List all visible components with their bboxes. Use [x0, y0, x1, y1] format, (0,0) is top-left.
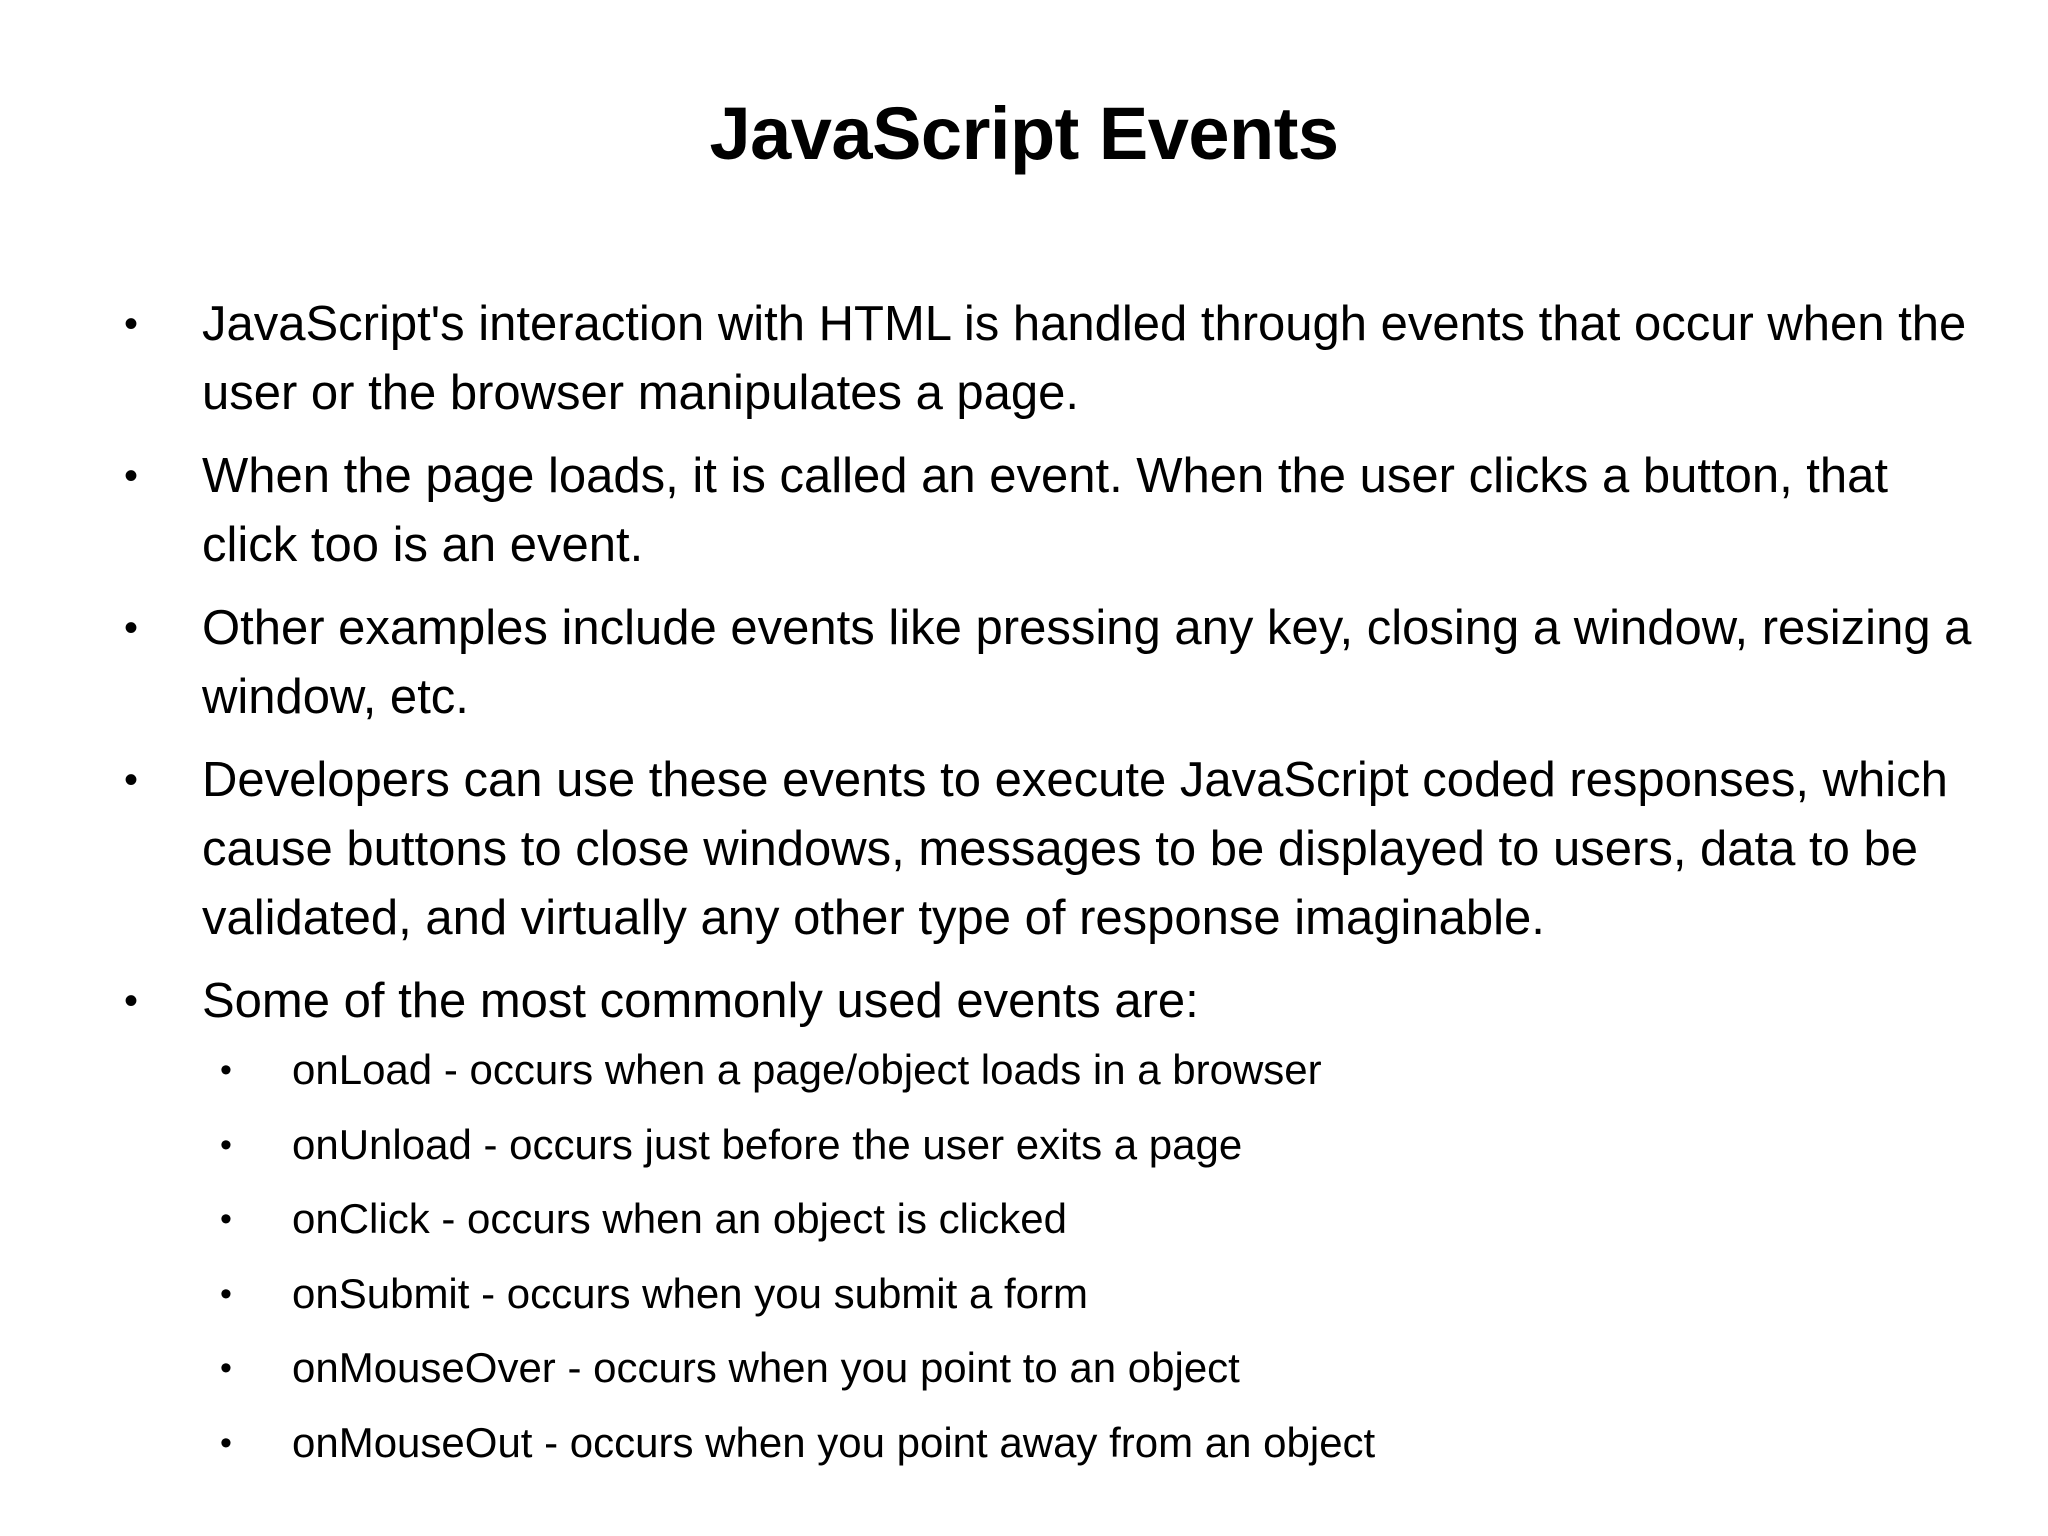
bullet-item [116, 967, 1976, 1473]
bullet-item [116, 442, 1976, 580]
sub-bullet-item [202, 1264, 1976, 1324]
sub-bullet-item [202, 1115, 1976, 1175]
bullet-dot-icon: • [220, 1423, 232, 1462]
sub-bullet-item [202, 1040, 1976, 1100]
bullet-dot-icon: • [220, 1349, 232, 1387]
sub-bullet-text: onUnload - occurs just before the user exits a page [292, 1120, 1243, 1168]
bullet-dot-icon: • [124, 454, 139, 498]
slide-title: JavaScript Events [709, 92, 1339, 175]
bullet-dot-icon: • [220, 1051, 232, 1089]
bullet-text: When the page loads, it is called an event. When the user clicks a button, that click too is an event. [202, 449, 1889, 572]
bullet-dot-icon: • [124, 758, 139, 802]
bullet-text: Other examples include events like pressing any key, closing a window, resizing a window, etc. [202, 601, 1972, 724]
bullet-dot-icon: • [220, 1274, 232, 1313]
sub-bullet-item [202, 1338, 1976, 1398]
sub-bullet-text: onClick - occurs when an object is clicked [292, 1195, 1067, 1242]
bullet-dot-icon: • [124, 606, 139, 650]
sub-bullet-text: onLoad - occurs when a page/object loads in a browser [292, 1046, 1322, 1093]
sub-bullet-item [202, 1189, 1976, 1249]
sub-bullet-text: onMouseOver - occurs when you point to an object [292, 1344, 1240, 1391]
bullet-item [116, 746, 1976, 953]
slide-content [116, 290, 1976, 1487]
bullet-text: Developers can use these events to execute JavaScript coded responses, which cause buttons to close windows, messages to be displayed to users, data to be validated, and virtually any other type of response imaginable. [202, 753, 1948, 945]
sub-bullet-list [202, 1040, 1976, 1473]
bullet-dot-icon: • [220, 1125, 232, 1164]
sub-bullet-item [202, 1413, 1976, 1473]
sub-bullet-text: onMouseOut - occurs when you point away from an object [292, 1418, 1376, 1466]
bullet-text: JavaScript's interaction with HTML is handled through events that occur when the user or the browser manipulates a page. [202, 297, 1967, 420]
bullet-text: Some of the most commonly used events are: [202, 974, 1199, 1028]
bullet-dot-icon: • [220, 1200, 232, 1238]
bullet-dot-icon: • [124, 302, 139, 346]
bullet-item [116, 290, 1976, 428]
bullet-item [116, 594, 1976, 732]
bullet-list [116, 290, 1976, 1473]
sub-bullet-text: onSubmit - occurs when you submit a form [292, 1269, 1088, 1317]
bullet-dot-icon: • [124, 979, 139, 1023]
